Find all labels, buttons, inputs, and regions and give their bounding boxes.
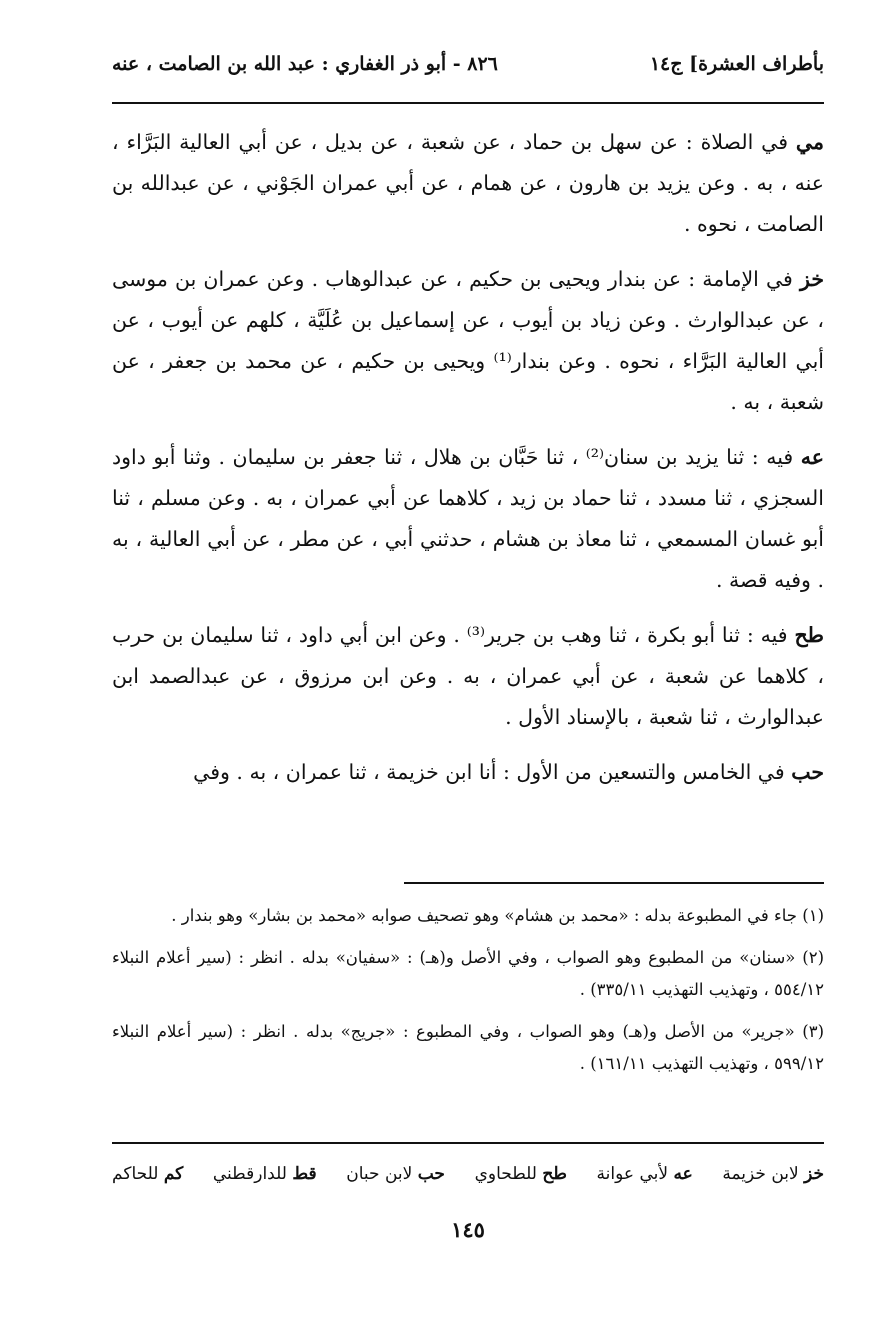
paragraph-text: فيه : ثنا يزيد بن سنان⁽²⁾ ، ثنا حَبَّان بن هلال ، ثنا جعفر بن سليمان . وثنا أبو داود السجزي ، ثنا مسدد ، ثنا حماد بن زيد ، كلاهما عن أبي عمران ، به . وعن مسلم ، ثنا أبو غسان المسمعي ، ثنا معاذ بن هشام ، حدثني أبي ، عن مطر ، عن أبي العالية ، به . وفيه قصة . [112,445,824,592]
paragraph-text: في الإمامة : عن بندار ويحيى بن حكيم ، عن عبدالوهاب . وعن عمران بن موسى ، عن عبدالوارث . وعن زياد بن أيوب ، عن إسماعيل بن عُلَيَّة ، كلهم عن أيوب ، عن أبي العالية البَرَّاء ، نحوه . وعن بندار⁽¹⁾ ويحيى بن حكيم ، عن محمد بن جعفر ، عن شعبة ، به . [112,267,824,414]
footnote: (٣) «جرير» من الأصل و(هـ) وهو الصواب ، وفي المطبوع : «جريج» بدله . انظر : (سير أعلام النبلاء ٥٩٩/١٢ ، وتهذيب التهذيب ١٦١/١١) . [112,1022,824,1073]
legend-rule [112,1142,824,1144]
legend-code: حب [417,1164,445,1184]
legend-code: قط [292,1164,317,1184]
legend-item [722,1154,824,1194]
paragraph-text: في الخامس والتسعين من الأول : أنا ابن خزيمة ، ثنا عمران ، به . وفي [193,760,792,784]
paragraph [112,437,824,601]
main-text [112,122,824,807]
paragraph-text: في الصلاة : عن سهل بن حماد ، عن شعبة ، عن بديل ، عن أبي العالية البَرَّاء ، عنه ، به . وعن يزيد بن هارون ، عن همام ، عن أبي عمران الجَوْني ، عن عبدالله بن الصامت ، نحوه . [112,130,824,236]
header-book-title: بأطراف العشرة] ج١٤ [649,53,824,75]
legend-label: لابن خزيمة [722,1164,805,1184]
paragraph [112,122,824,245]
legend-item [597,1154,693,1194]
page-number: ١٤٥ [451,1217,485,1242]
legend-code: عه [673,1164,693,1184]
legend-label: للدارقطني [212,1164,293,1184]
legend-code: خز [804,1164,824,1184]
source-siglum: حب [791,760,824,784]
legend-label: لأبي عوانة [596,1164,674,1184]
legend-code: طح [542,1164,567,1184]
paragraph-text: فيه : ثنا أبو بكرة ، ثنا وهب بن جرير⁽³⁾ . وعن ابن أبي داود ، ثنا سليمان بن حرب ، كلاهما عن شعبة ، عن أبي عمران ، به . وعن ابن مرزوق ، عن عبدالصمد ابن عبدالوارث ، ثنا شعبة ، بالإسناد الأول . [112,623,824,729]
source-siglum: طح [794,623,824,647]
source-siglum: خز [800,267,824,291]
legend-item [213,1154,317,1194]
source-legend [112,1154,824,1194]
legend-item [112,1154,183,1194]
footnotes [112,900,824,1090]
footnote: (١) جاء في المطبوعة بدله : «محمد بن هشام» وهو تصحيف صوابه «محمد بن بشار» وهو بندار . [171,906,824,925]
legend-item [346,1154,445,1194]
legend-label: لابن حبان [346,1164,418,1184]
legend-code: كم [163,1164,184,1184]
footnote: (٢) «سنان» من المطبوع وهو الصواب ، وفي الأصل و(هـ) : «سفيان» بدله . انظر : (سير أعلام النبلاء ٥٥٤/١٢ ، وتهذيب التهذيب ٣٣٥/١١) . [112,948,824,999]
legend-item [475,1154,567,1194]
paragraph [112,259,824,423]
footnote-rule [404,882,824,884]
book-page [112,44,824,1284]
paragraph [112,615,824,738]
legend-label: للحاكم [112,1164,164,1184]
running-header [112,44,824,84]
header-chapter-title: ٨٢٦ - أبو ذر الغفاري : عبد الله بن الصامت ، عنه [112,53,498,75]
paragraph [112,752,824,793]
source-siglum: عه [800,445,824,469]
source-siglum: مي [795,130,824,154]
legend-label: للطحاوي [474,1164,543,1184]
header-rule [112,102,824,104]
